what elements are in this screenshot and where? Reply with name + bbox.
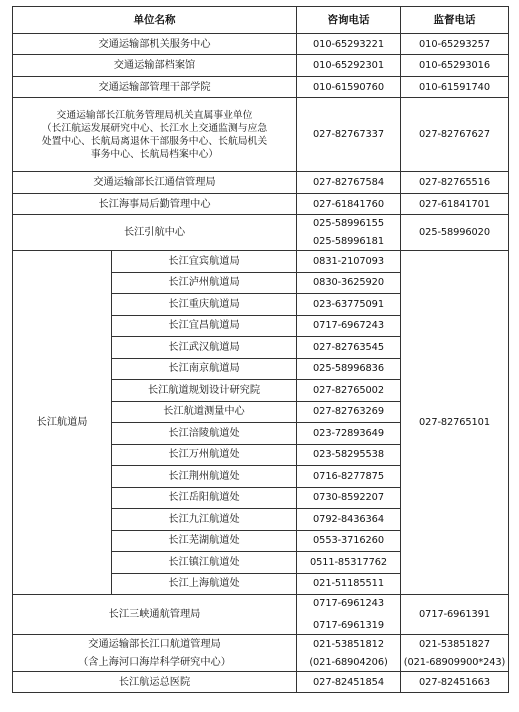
consult-phone: 027-82765002 xyxy=(297,380,401,402)
unit-name: 长江九江航道处 xyxy=(112,509,297,531)
unit-name: 长江航运总医院 xyxy=(13,672,297,693)
supervise-phone: 027-82451663 xyxy=(401,672,509,693)
group-name: 长江航道局 xyxy=(13,251,112,595)
table-row xyxy=(13,77,509,98)
unit-name-line: （含上海河口海岸科学研究中心） xyxy=(78,656,231,668)
unit-name: 交通运输部档案馆 xyxy=(13,55,297,77)
consult-phone xyxy=(297,635,401,672)
consult-phone: 0831-2107093 xyxy=(297,251,401,273)
unit-name: 长江涪陵航道处 xyxy=(112,423,297,445)
supervise-phone: 027-82765516 xyxy=(401,172,509,194)
unit-name: 交通运输部管理干部学院 xyxy=(13,77,297,98)
supervise-phone: 027-82767627 xyxy=(401,98,509,172)
unit-name: 长江上海航道处 xyxy=(112,573,297,595)
unit-name: 长江岳阳航道处 xyxy=(112,487,297,509)
table-row xyxy=(13,635,509,672)
unit-name: 长江镇江航道处 xyxy=(112,552,297,574)
consult-phone-line: 025-58996181 xyxy=(313,236,384,247)
unit-name: 交通运输部长江通信管理局 xyxy=(13,172,297,194)
header-supervise-phone: 监督电话 xyxy=(401,7,509,34)
consult-phone: 023-63775091 xyxy=(297,294,401,316)
consult-phone: 010-65293221 xyxy=(297,34,401,55)
supervise-phone-line: (021-68909900*243) xyxy=(403,656,506,668)
table-row xyxy=(13,595,509,635)
consult-phone xyxy=(297,595,401,635)
consult-phone: 027-82767584 xyxy=(297,172,401,194)
consult-phone-line: (021-68904206) xyxy=(309,656,388,668)
unit-name-line: 事务中心、长航局档案中心） xyxy=(90,148,219,160)
supervise-phone-line: 021-53851827 xyxy=(419,638,490,650)
consult-phone-line: 025-58996155 xyxy=(313,218,384,229)
consult-phone: 027-61841760 xyxy=(297,194,401,215)
unit-name: 长江芜湖航道处 xyxy=(112,530,297,552)
consult-phone: 027-82767337 xyxy=(297,98,401,172)
supervise-phone: 025-58996020 xyxy=(401,215,509,251)
unit-name: 长江航道测量中心 xyxy=(112,401,297,423)
unit-name: 长江航道规划设计研究院 xyxy=(112,380,297,402)
table-row xyxy=(13,194,509,215)
unit-name: 长江宜宾航道局 xyxy=(112,251,297,273)
supervise-phone: 0717-6961391 xyxy=(401,595,509,635)
unit-name-line: （长江航运发展研究中心、长江水上交通监测与应急 xyxy=(41,122,268,134)
unit-name: 长江万州航道处 xyxy=(112,444,297,466)
unit-name-line: 交通运输部长江口航道管理局 xyxy=(88,638,221,650)
unit-name xyxy=(13,98,297,172)
consult-phone: 0511-85317762 xyxy=(297,552,401,574)
consult-phone: 025-58996836 xyxy=(297,358,401,380)
contact-table xyxy=(12,6,509,693)
consult-phone: 023-58295538 xyxy=(297,444,401,466)
unit-name: 长江南京航道局 xyxy=(112,358,297,380)
consult-phone: 010-65292301 xyxy=(297,55,401,77)
unit-name: 长江三峡通航管理局 xyxy=(13,595,297,635)
consult-phone: 023-72893649 xyxy=(297,423,401,445)
unit-name: 长江宜昌航道局 xyxy=(112,315,297,337)
supervise-phone: 010-61591740 xyxy=(401,77,509,98)
supervise-phone: 027-82765101 xyxy=(401,251,509,595)
table-row xyxy=(13,672,509,693)
unit-name: 长江荆州航道处 xyxy=(112,466,297,488)
supervise-phone: 027-61841701 xyxy=(401,194,509,215)
consult-phone: 0717-6967243 xyxy=(297,315,401,337)
supervise-phone xyxy=(401,635,509,672)
consult-phone: 0792-8436364 xyxy=(297,509,401,531)
consult-phone-line: 0717-6961319 xyxy=(313,620,384,631)
unit-name: 长江泸州航道局 xyxy=(112,272,297,294)
supervise-phone: 010-65293016 xyxy=(401,55,509,77)
consult-phone: 010-61590760 xyxy=(297,77,401,98)
supervise-phone: 010-65293257 xyxy=(401,34,509,55)
consult-phone: 027-82763545 xyxy=(297,337,401,359)
consult-phone: 0730-8592207 xyxy=(297,487,401,509)
consult-phone-line: 0717-6961243 xyxy=(313,598,384,609)
unit-name xyxy=(13,635,297,672)
table-row xyxy=(13,215,509,251)
table-row xyxy=(13,34,509,55)
consult-phone: 027-82763269 xyxy=(297,401,401,423)
header-consult-phone: 咨询电话 xyxy=(297,7,401,34)
unit-name: 交通运输部机关服务中心 xyxy=(13,34,297,55)
table-row xyxy=(13,55,509,77)
consult-phone: 0716-8277875 xyxy=(297,466,401,488)
table-row xyxy=(13,98,509,172)
consult-phone: 0830-3625920 xyxy=(297,272,401,294)
consult-phone: 0553-3716260 xyxy=(297,530,401,552)
unit-name: 长江引航中心 xyxy=(13,215,297,251)
unit-name: 长江武汉航道局 xyxy=(112,337,297,359)
table-row xyxy=(13,172,509,194)
consult-phone: 021-51185511 xyxy=(297,573,401,595)
header-row xyxy=(13,7,509,34)
unit-name: 长江重庆航道局 xyxy=(112,294,297,316)
header-unit-name: 单位名称 xyxy=(13,7,297,34)
table-row xyxy=(13,251,509,273)
unit-name-line: 交通运输部长江航务管理局机关直属事业单位 xyxy=(56,109,253,121)
unit-name: 长江海事局后勤管理中心 xyxy=(13,194,297,215)
consult-phone xyxy=(297,215,401,251)
consult-phone: 027-82451854 xyxy=(297,672,401,693)
unit-name-line: 处置中心、长航局离退休干部服务中心、长航局机关 xyxy=(41,135,268,147)
consult-phone-line: 021-53851812 xyxy=(313,638,384,650)
